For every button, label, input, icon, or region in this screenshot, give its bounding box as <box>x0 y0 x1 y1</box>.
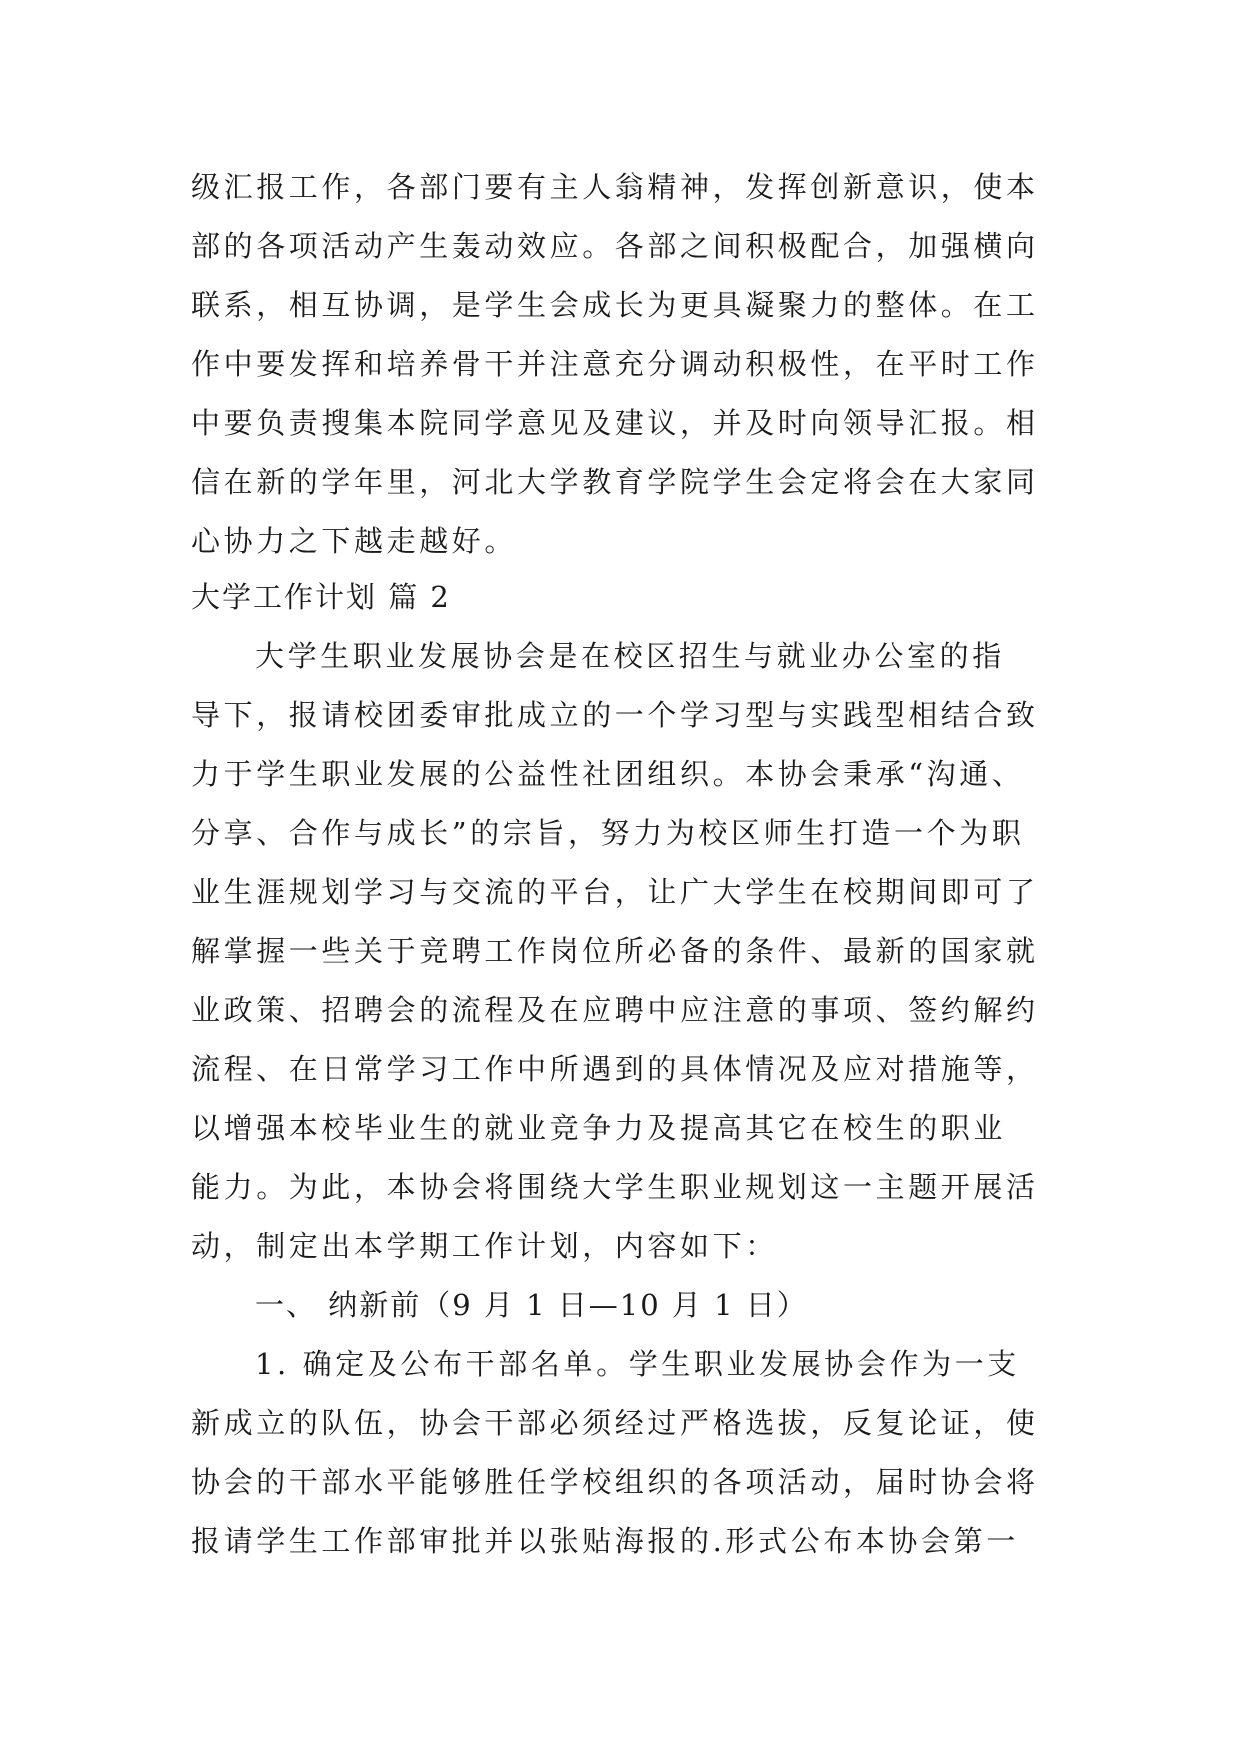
paragraph-line: 以增强本校毕业生的就业竞争力及提高其它在校生的职业 <box>191 1111 1007 1145</box>
paragraph-line: 能力。为此，本协会将围绕大学生职业规划这一主题开展活 <box>191 1170 1039 1204</box>
paragraph-line: 解掌握一些关于竞聘工作岗位所必备的条件、最新的国家就 <box>191 934 1039 968</box>
section-heading: 大学工作计划 篇 2 <box>191 580 451 614</box>
paragraph-line: 1. 确定及公布干部名单。学生职业发展协会作为一支 <box>255 1347 1020 1381</box>
paragraph-line: 级汇报工作，各部门要有主人翁精神，发挥创新意识，使本 <box>191 170 1039 204</box>
subsection-heading: 一、 纳新前（9 月 1 日—10 月 1 日） <box>255 1288 808 1322</box>
paragraph-line: 部的各项活动产生轰动效应。各部之间积极配合，加强横向 <box>191 229 1039 263</box>
paragraph-line: 分享、合作与成长”的宗旨，努力为校区师生打造一个为职 <box>191 816 1025 850</box>
paragraph-line: 业政策、招聘会的流程及在应聘中应注意的事项、签约解约 <box>191 993 1039 1027</box>
paragraph-line: 中要负责搜集本院同学意见及建议，并及时向领导汇报。相 <box>191 406 1039 440</box>
paragraph-line: 动，制定出本学期工作计划，内容如下： <box>191 1229 778 1263</box>
paragraph-line: 流程、在日常学习工作中所遇到的具体情况及应对措施等， <box>191 1052 1039 1086</box>
paragraph-line: 业生涯规划学习与交流的平台，让广大学生在校期间即可了 <box>191 875 1039 909</box>
paragraph-line: 导下，报请校团委审批成立的一个学习型与实践型相结合致 <box>191 698 1039 732</box>
paragraph-line: 信在新的学年里，河北大学教育学院学生会定将会在大家同 <box>191 465 1039 499</box>
paragraph-line: 联系，相互协调，是学生会成长为更具凝聚力的整体。在工 <box>191 288 1039 322</box>
paragraph-line: 力于学生职业发展的公益性社团组织。本协会秉承“沟通、 <box>191 757 1025 791</box>
paragraph-line: 心协力之下越走越好。 <box>191 524 518 558</box>
paragraph-line: 大学生职业发展协会是在校区招生与就业办公室的指 <box>255 639 1005 673</box>
paragraph-line: 新成立的队伍，协会干部必须经过严格选拔，反复论证，使 <box>191 1406 1039 1440</box>
paragraph-line: 报请学生工作部审批并以张贴海报的.形式公布本协会第一 <box>191 1524 1019 1558</box>
paragraph-line: 作中要发挥和培养骨干并注意充分调动积极性，在平时工作 <box>191 347 1039 381</box>
paragraph-line: 协会的干部水平能够胜任学校组织的各项活动，届时协会将 <box>191 1465 1039 1499</box>
